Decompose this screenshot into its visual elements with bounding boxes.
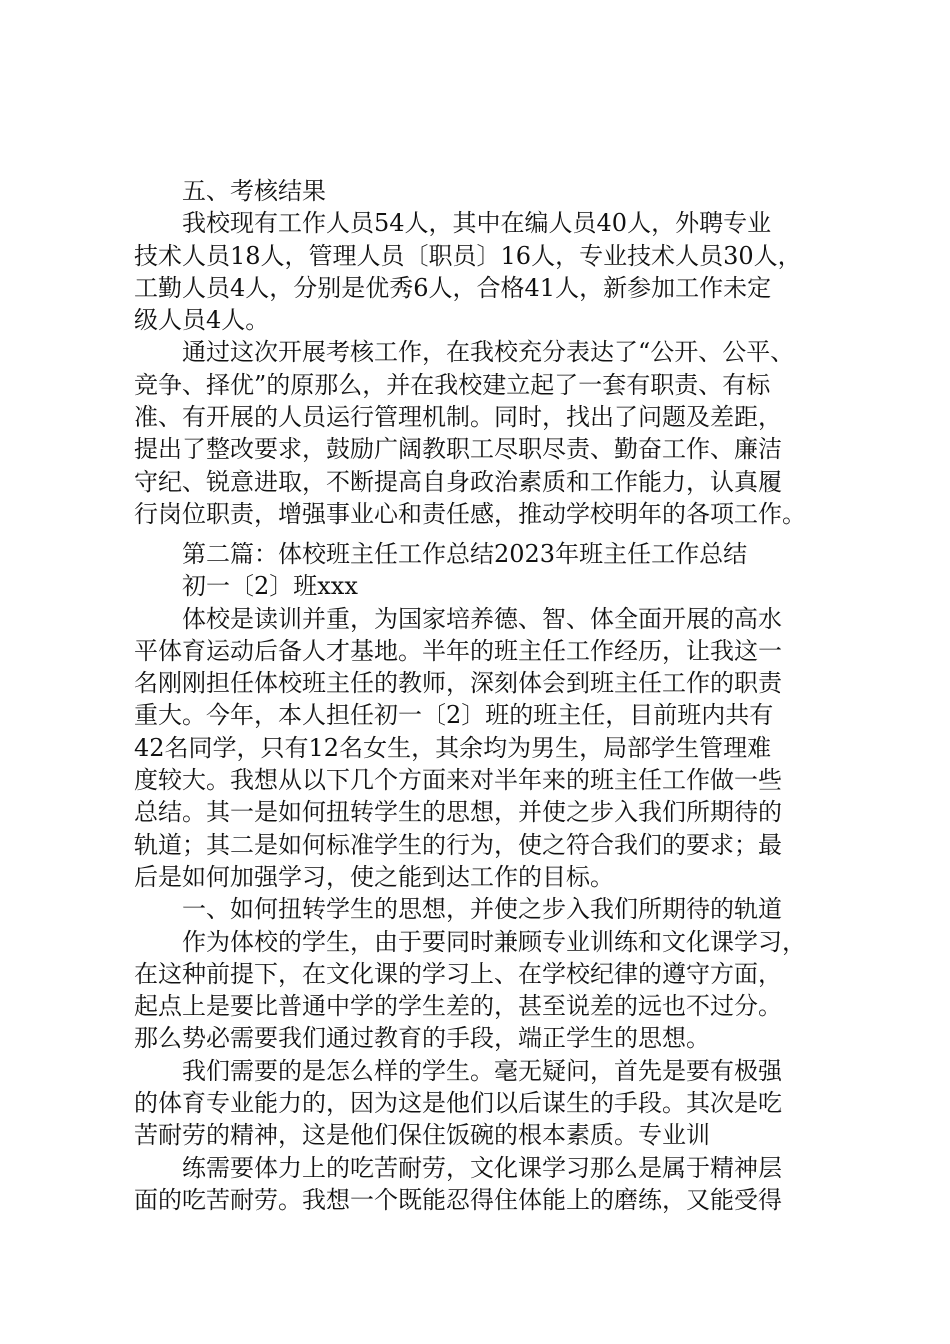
paragraph-line: 苦耐劳的精神，这是他们保住饭碗的根本素质。专业训 — [134, 1121, 710, 1150]
article-two — [134, 538, 834, 1216]
paragraph-line: 轨道；其二是如何标准学生的行为，使之符合我们的要求；最 — [134, 830, 782, 859]
paragraph-line: 重大。今年，本人担任初一〔2〕班的班主任，目前班内共有 — [134, 701, 774, 730]
paragraph-line: 名刚刚担任体校班主任的教师，深刻体会到班主任工作的职责 — [134, 669, 782, 698]
paragraph-line: 那么势必需要我们通过教育的手段，端正学生的思想。 — [134, 1024, 710, 1053]
section-heading: 五、考核结果 — [182, 177, 326, 205]
paragraph-line: 在这种前提下，在文化课的学习上、在学校纪律的遵守方面， — [134, 959, 782, 988]
paragraph-line: 练需要体力上的吃苦耐劳，文化课学习那么是属于精神层 — [182, 1153, 782, 1182]
section-subheading: 一、如何扭转学生的思想，并使之步入我们所期待的轨道 — [182, 895, 782, 924]
paragraph-line: 42名同学，只有12名女生，其余均为男生，局部学生管理难 — [134, 733, 772, 762]
paragraph-line: 守纪、锐意进取，不断提高自身政治素质和工作能力，认真履 — [134, 467, 782, 496]
paragraph-line: 的体育专业能力的，因为这是他们以后谋生的手段。其次是吃 — [134, 1089, 782, 1118]
paragraph-line: 提出了整改要求，鼓励广阔教职工尽职尽责、勤奋工作、廉洁 — [134, 435, 782, 464]
section-five — [134, 175, 834, 530]
paragraph-line: 通过这次开展考核工作，在我校充分表达了“公开、公平、 — [182, 338, 795, 367]
paragraph-line: 工勤人员4人，分别是优秀6人，合格41人，新参加工作未定 — [134, 273, 772, 302]
paragraph-line: 起点上是要比普通中学的学生差的，甚至说差的远也不过分。 — [134, 992, 782, 1021]
paragraph-line: 级人员4人。 — [134, 306, 270, 335]
paragraph-line: 竞争、择优”的原那么，并在我校建立起了一套有职责、有标 — [134, 370, 771, 399]
article-byline: 初一〔2〕班xxx — [182, 572, 358, 601]
paragraph-line: 面的吃苦耐劳。我想一个既能忍得住体能上的磨练，又能受得 — [134, 1185, 782, 1214]
paragraph-line: 行岗位职责，增强事业心和责任感，推动学校明年的各项工作。 — [134, 499, 806, 528]
paragraph-line: 体校是读训并重，为国家培养德、智、体全面开展的高水 — [182, 604, 782, 633]
paragraph-line: 作为体校的学生，由于要同时兼顾专业训练和文化课学习， — [182, 927, 806, 956]
paragraph-line: 我校现有工作人员54人，其中在编人员40人，外聘专业 — [182, 209, 772, 238]
article-title: 第二篇：体校班主任工作总结2023年班主任工作总结 — [182, 540, 748, 568]
paragraph-line: 度较大。我想从以下几个方面来对半年来的班主任工作做一些 — [134, 766, 782, 795]
paragraph-line: 后是如何加强学习，使之能到达工作的目标。 — [134, 862, 614, 891]
paragraph-line: 准、有开展的人员运行管理机制。同时，找出了问题及差距， — [134, 403, 782, 432]
paragraph-line: 我们需要的是怎么样的学生。毫无疑问，首先是要有极强 — [182, 1056, 782, 1085]
paragraph-line: 总结。其一是如何扭转学生的思想，并使之步入我们所期待的 — [134, 798, 782, 827]
paragraph-line: 技术人员18人，管理人员〔职员〕16人，专业技术人员30人， — [134, 241, 802, 270]
paragraph-line: 平体育运动后备人才基地。半年的班主任工作经历，让我这一 — [134, 636, 782, 665]
